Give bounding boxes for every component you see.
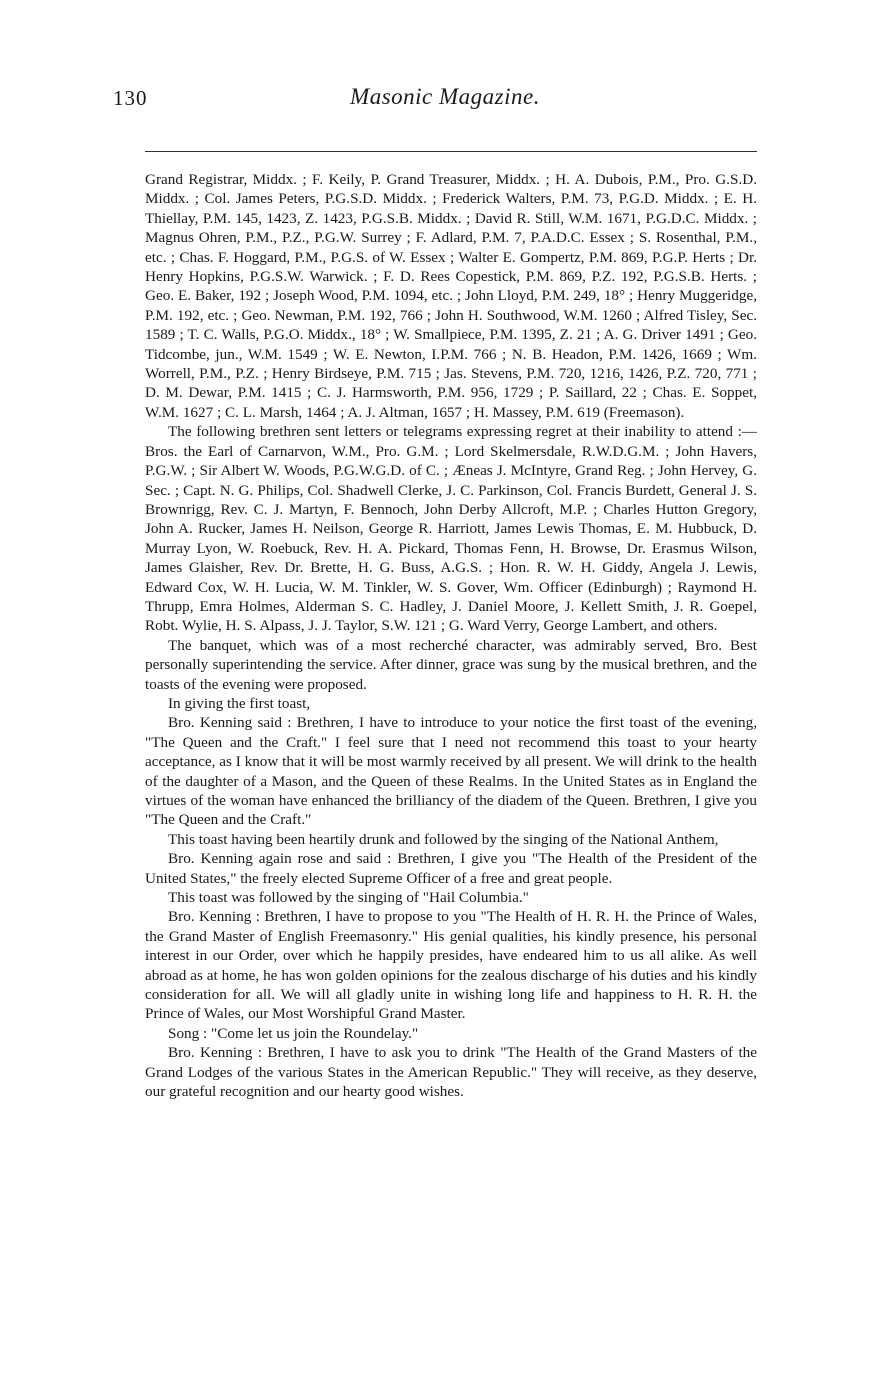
paragraph-banquet: The banquet, which was of a most recherché character, was admirably served, Bro. Best personally superintending the service. After dinner, grace was sung by the musical brethren, and the toasts of the evening were proposed. — [145, 636, 757, 693]
paragraph-hail-columbia: This toast was followed by the singing of "Hail Columbia." — [168, 889, 529, 907]
paragraph-song: Song : "Come let us join the Roundelay." — [168, 1024, 419, 1042]
paragraph-president-toast: Bro. Kenning again rose and said : Brethren, I give you "The Health of the President of the United States," the freely elected Supreme Officer of a free and great people. — [145, 850, 757, 887]
paragraph-first-toast-intro: In giving the first toast, — [168, 694, 311, 712]
header-rule — [145, 151, 757, 152]
paragraph-apologies: The following brethren sent letters or telegrams expressing regret at their inability to attend :—Bros. the Earl of Carnarvon, W.M., Pro. G.M. ; Lord Skelmersdale, R.W.D.G.M. ; John Havers, P.G.W. ; Sir Albert W. Woods, P.G.W.G.D. of C. ; Æneas J. McIntyre, Grand Reg. ; John Hervey, G. Sec. ; Capt. N. G. Philips, Col. Shadwell Clerke, J. C. Parkinson, Col. Francis Burdett, General J. S. Brownrigg, Rev. C. J. Martyn, F. Bennoch, John Derby Allcroft, M.P. ; Charles Hutton Gregory, John A. Rucker, James H. Neilson, George R. Harriott, James Lewis Thomas, E. M. Hubbuck, D. Murray Lyon, W. Roebuck, Rev. H. A. Pickard, Thomas Fenn, H. Browse, Dr. Erasmus Wilson, James Glaisher, Rev. Dr. Brette, H. G. Buss, A.G.S. ; Hon. R. W. H. Giddy, Angela J. Lewis, Edward Cox, W. H. Lucia, W. M. Tinkler, W. S. Gover, Wm. Officer (Edinburgh) ; Raymond H. Thrupp, Emra Holmes, Alderman S. C. Hadley, J. Daniel Moore, J. Kellett Smith, J. R. Goepel, Robt. Wylie, H. S. Alpass, J. J. Taylor, S.W. 121 ; G. Ward Verry, George Lambert, and others. — [145, 423, 757, 635]
paragraph-attendees-list: Grand Registrar, Middx. ; F. Keily, P. Grand Treasurer, Middx. ; H. A. Dubois, P.M., Pro. G.S.D. Middx. ; Col. James Peters, P.G.S.D. Middx. ; Frederick Walters, P.M. 73, P.G.D. Middx. ; E. H. Thiellay, P.M. 145, 1423, Z. 1423, P.G.S.B. Middx. ; David R. Still, W.M. 1671, P.G.D.C. Middx. ; Magnus Ohren, P.M., P.Z., P.G.W. Surrey ; F. Adlard, P.M. 7, P.A.D.C. Essex ; S. Rosenthal, P.M., etc. ; Chas. F. Hoggard, P.M., P.G.S. of W. Essex ; Walter E. Gompertz, P.M. 869, P.G.P. Herts ; Dr. Henry Hopkins, P.G.S.W. Warwick. ; F. D. Rees Copestick, P.M. 869, P.Z. 192, P.G.S.B. Herts. ; Geo. E. Baker, 192 ; Joseph Wood, P.M. 1094, etc. ; John Lloyd, P.M. 249, 18° ; Henry Muggeridge, P.M. 192, etc. ; Geo. Newman, P.M. 192, 766 ; John H. Southwood, W.M. 1260 ; Alfred Tisley, Sec. 1589 ; T. C. Walls, P.G.O. Middx., 18° ; W. Smallpiece, P.M. 1395, Z. 21 ; A. G. Driver 1491 ; Geo. Tidcombe, jun., W.M. 1549 ; W. E. Newton, I.P.M. 766 ; N. B. Headon, P.M. 1426, 1669 ; Wm. Worrell, P.M., P.Z. ; Henry Birdseye, P.M. 715 ; Jas. Stevens, P.M. 720, 1216, 1426, P.Z. 720, 771 ; D. M. Dewar, P.M. 1415 ; C. J. Harmsworth, P.M. 956, 1729 ; P. Saillard, 22 ; Chas. E. Soppet, W.M. 1627 ; C. L. Marsh, 1464 ; A. J. Altman, 1657 ; H. Massey, P.M. 619 (Freemason). — [145, 171, 757, 421]
paragraph-prince-toast: Bro. Kenning : Brethren, I have to propose to you "The Health of H. R. H. the Prince of Wales, the Grand Master of English Freemasonry." His genial qualities, his kindly presence, his personal interest in our Order, over which he happily presides, have endeared him to us all alike. As well abroad as at home, he has won golden opinions for the zealous discharge of his duties and his kindly consideration for all. We will all gladly unite in wishing long life and happiness to H. R. H. the Prince of Wales, our Most Worshipful Grand Master. — [145, 908, 757, 1023]
paragraph-national-anthem: This toast having been heartily drunk and followed by the singing of the National Anthem, — [168, 830, 719, 848]
paragraph-queen-toast: Bro. Kenning said : Brethren, I have to introduce to your notice the first toast of the evening, "The Queen and the Craft." I feel sure that I need not recommend this toast to your hearty acceptance, as I know that it will be most warmly received by all present. We will drink to the health of the daughter of a Mason, and the Queen of these Realms. In the United States as in England the virtues of the woman have enhanced the brilliancy of the diadem of the Queen. Brethren, I give you "The Queen and the Craft." — [145, 714, 757, 829]
article-body — [145, 170, 757, 1102]
paragraph-grand-masters-toast: Bro. Kenning : Brethren, I have to ask you to drink "The Health of the Grand Masters of the Grand Lodges of the various States in the American Republic." They will receive, as they deserve, our grateful recognition and our hearty good wishes. — [145, 1044, 757, 1101]
page-number: 130 — [113, 86, 148, 110]
running-head-title: Masonic Magazine. — [350, 84, 540, 109]
